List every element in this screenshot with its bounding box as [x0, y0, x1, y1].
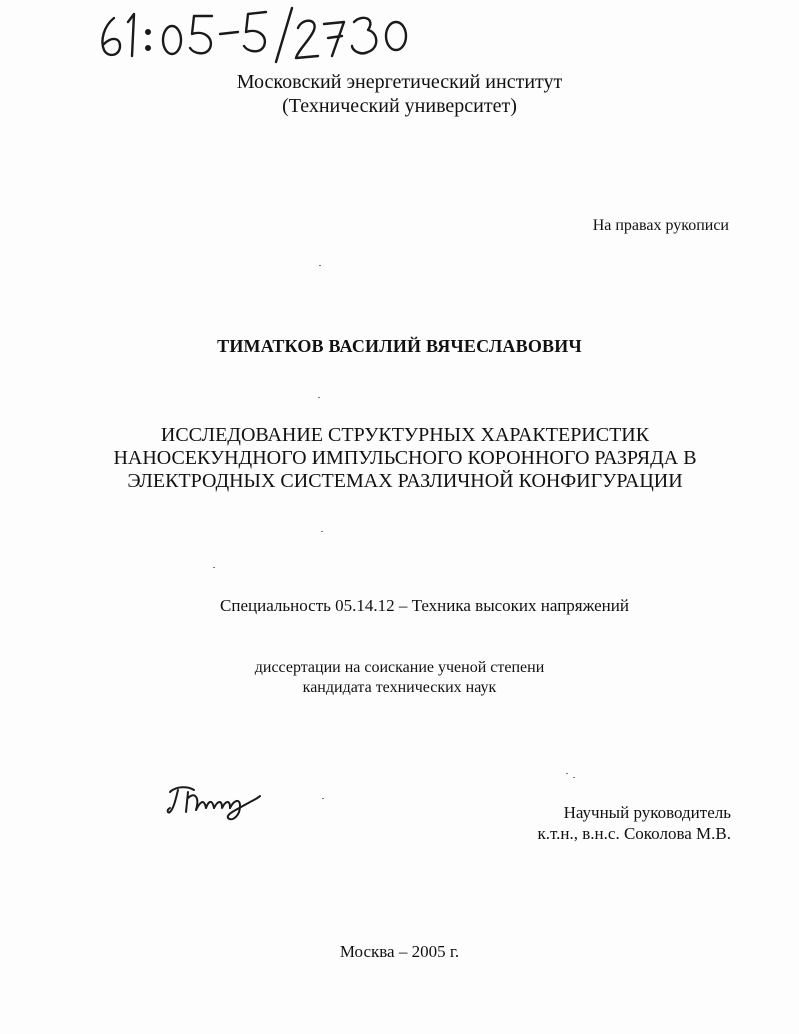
scientific-supervisor: [538, 802, 731, 844]
scan-speck: [566, 773, 568, 774]
handwritten-archive-code: [96, 6, 426, 64]
degree-statement-line-2: кандидата технических наук: [302, 679, 497, 696]
dissertation-title-line-1: ИССЛЕДОВАНИЕ СТРУКТУРНЫХ ХАРАКТЕРИСТИК: [160, 424, 650, 446]
dissertation-title-line-2: НАНОСЕКУНДНОГО ИМПУЛЬСНОГО КОРОННОГО РАЗРЯДА В: [113, 447, 697, 469]
scan-speck: [318, 397, 320, 398]
city-and-year: Москва – 2005 г.: [339, 942, 460, 961]
institute-name: [0, 70, 799, 118]
scan-speck: [213, 567, 215, 568]
dissertation-title: [60, 424, 750, 493]
institute-name-line-1: Московский энергетический институт: [236, 71, 563, 93]
specialty-line: Специальность 05.14.12 – Техника высоких напряжений: [220, 596, 629, 615]
manuscript-rights-note: На правах рукописи: [592, 217, 729, 234]
dissertation-title-line-3: ЭЛЕКТРОДНЫХ СИСТЕМАХ РАЗЛИЧНОЙ КОНФИГУРАЦИИ: [127, 470, 683, 492]
degree-statement: [0, 658, 799, 698]
supervisor-label: Научный руководитель: [563, 803, 731, 822]
scan-speck: [573, 777, 575, 778]
author-name: ТИМАТКОВ ВАСИЛИЙ ВЯЧЕСЛАВОВИЧ: [217, 336, 582, 356]
degree-statement-line-1: диссертации на соискание ученой степени: [254, 659, 545, 676]
supervisor-name: к.т.н., в.н.с. Соколова М.В.: [537, 824, 731, 843]
handwritten-signature: [166, 778, 262, 824]
scan-speck: [322, 798, 324, 799]
scan-speck: [319, 265, 321, 266]
institute-name-line-2: (Технический университет): [282, 95, 517, 117]
scan-speck: [321, 531, 323, 532]
